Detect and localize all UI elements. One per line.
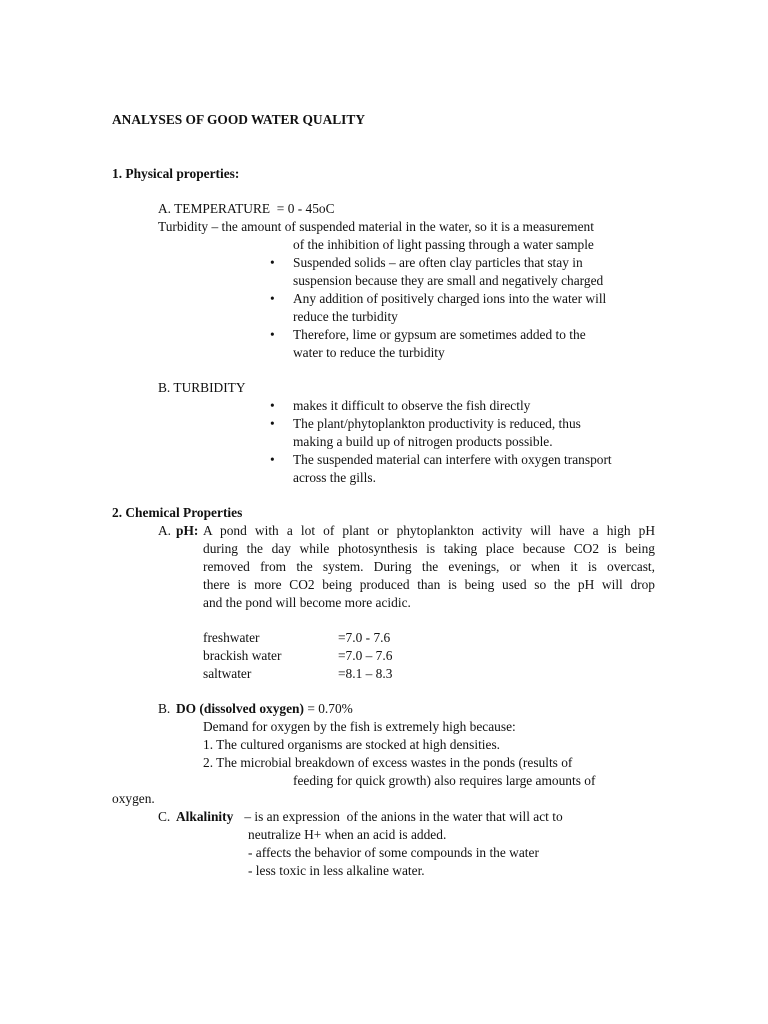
ph-paragraph <box>203 522 655 540</box>
alkalinity-text: - less toxic in less alkaline water. <box>248 863 425 878</box>
do-text: 2. The microbial breakdown of excess wastes in the ponds (results of <box>203 755 573 770</box>
ph-line: during the day while photosynthesis is taking place because CO2 is being <box>203 541 655 556</box>
do-text: feeding for quick growth) also requires large amounts of <box>293 773 596 788</box>
alkalinity-text: neutralize H+ when an acid is added. <box>248 827 447 842</box>
bullet-text: makes it difficult to observe the fish directly <box>293 398 531 413</box>
section-heading-chemical: 2. Chemical Properties <box>112 505 243 520</box>
do-text: 1. The cultured organisms are stocked at high densities. <box>203 737 501 752</box>
bullet-text: making a build up of nitrogen products possible. <box>293 434 553 449</box>
ph-label: pH: <box>176 523 199 538</box>
ph-paragraph <box>203 558 655 576</box>
ph-table-value: =7.0 – 7.6 <box>338 648 393 663</box>
turbidity-definition-line1: Turbidity – the amount of suspended material in the water, so it is a measurement <box>158 219 594 234</box>
bullet-text: suspension because they are small and negatively charged <box>293 273 604 288</box>
ph-line: removed from the system. During the evenings, or when it is overcast, <box>203 559 655 574</box>
bullet-icon: • <box>270 416 275 431</box>
bullet-icon: • <box>270 291 275 306</box>
ph-paragraph <box>203 540 655 558</box>
bullet-text: reduce the turbidity <box>293 309 398 324</box>
temperature-line: A. TEMPERATURE = 0 - 45oC <box>158 201 335 216</box>
ph-line: A pond with a lot of plant or phytoplankton activity will have a high pH <box>203 523 655 538</box>
ph-line: there is more CO2 being produced than is being used so the pH will drop <box>203 577 655 592</box>
ph-table-name: freshwater <box>203 630 260 645</box>
bullet-text: Therefore, lime or gypsum are sometimes added to the <box>293 327 586 342</box>
ph-line: and the pond will become more acidic. <box>203 595 411 610</box>
ph-paragraph <box>203 576 655 594</box>
ph-prefix: A. <box>158 523 172 538</box>
alkalinity-label: Alkalinity <box>176 809 234 824</box>
document-title: ANALYSES OF GOOD WATER QUALITY <box>112 112 365 127</box>
bullet-text: across the gills. <box>293 470 376 485</box>
ph-table-name: brackish water <box>203 648 282 663</box>
ph-table-value: =7.0 - 7.6 <box>338 630 391 645</box>
ph-table-name: saltwater <box>203 666 252 681</box>
bullet-text: Any addition of positively charged ions into the water will <box>293 291 607 306</box>
do-text: oxygen. <box>112 791 155 806</box>
turbidity-definition-line2: of the inhibition of light passing through a water sample <box>293 237 594 252</box>
alkalinity-text: - affects the behavior of some compounds in the water <box>248 845 539 860</box>
do-prefix: B. <box>158 701 171 716</box>
bullet-text: The plant/phytoplankton productivity is reduced, thus <box>293 416 581 431</box>
bullet-text: water to reduce the turbidity <box>293 345 445 360</box>
ph-table-value: =8.1 – 8.3 <box>338 666 393 681</box>
do-line <box>176 700 353 718</box>
alkalinity-text: – is an expression of the anions in the water that will act to <box>241 809 563 824</box>
section-heading-physical: 1. Physical properties: <box>112 166 240 181</box>
do-label: DO (dissolved oxygen) <box>176 701 304 716</box>
bullet-text: The suspended material can interfere with oxygen transport <box>293 452 612 467</box>
bullet-icon: • <box>270 327 275 342</box>
do-value: = 0.70% <box>303 701 353 716</box>
do-text: Demand for oxygen by the fish is extremely high because: <box>203 719 516 734</box>
bullet-icon: • <box>270 398 275 413</box>
bullet-icon: • <box>270 452 275 467</box>
bullet-icon: • <box>270 255 275 270</box>
alkalinity-prefix: C. <box>158 809 171 824</box>
bullet-text: Suspended solids – are often clay particles that stay in <box>293 255 583 270</box>
turbidity-label: B. TURBIDITY <box>158 380 246 395</box>
